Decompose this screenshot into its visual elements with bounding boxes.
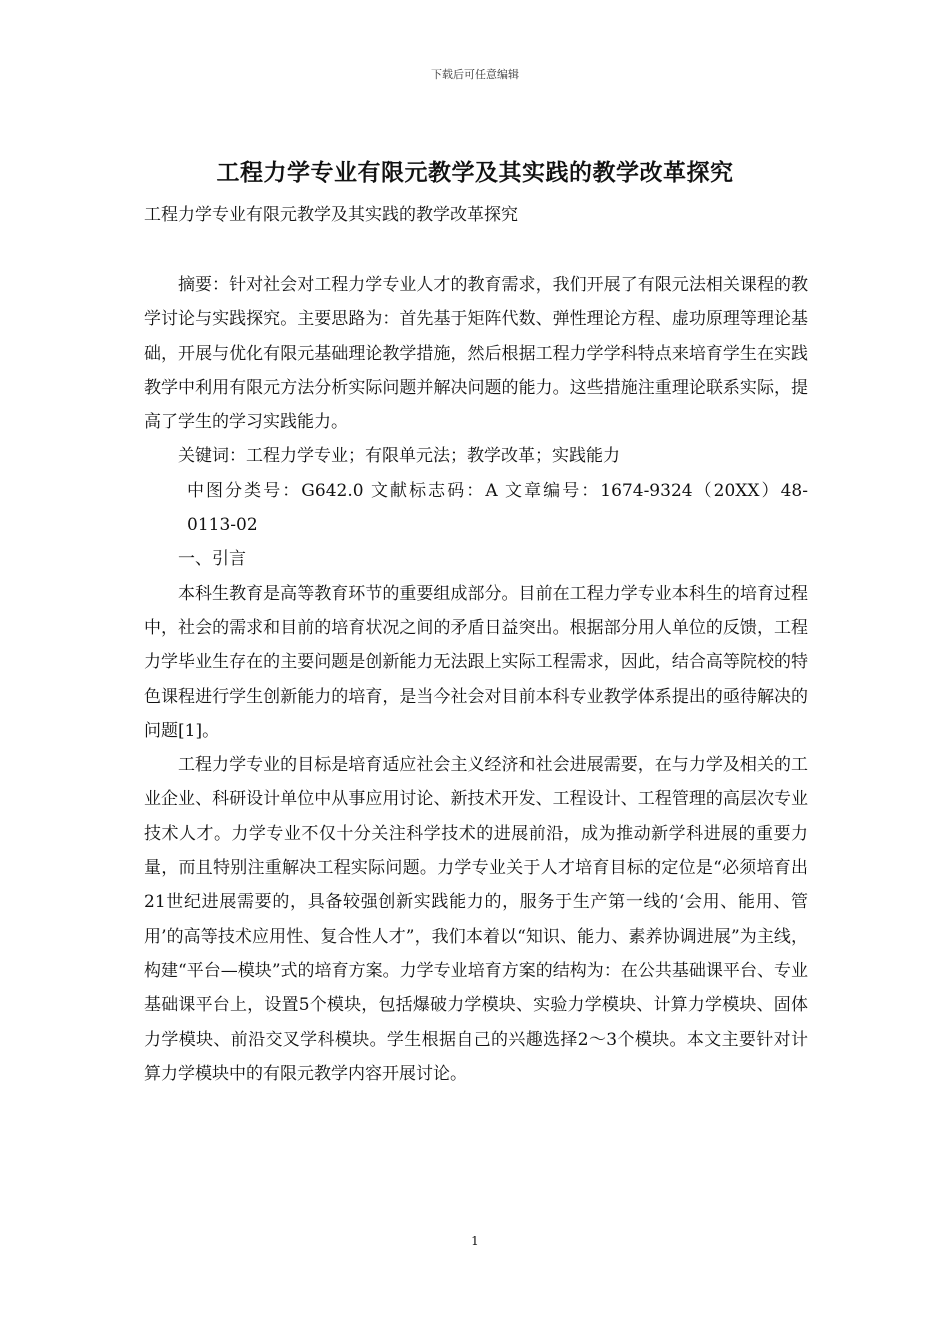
document-body (144, 268, 808, 1091)
body-paragraph: 工程力学专业的目标是培育适应社会主义经济和社会进展需要，在与力学及相关的工业企业、科研设计单位中从事应用讨论、新技术开发、工程设计、工程管理的高层次专业技术人才。力学专业不仅十分关注科学技术的进展前沿，成为推动新学科进展的重要力量，而且特别注重解决工程实际问题。力学专业关于人才培育目标的定位是“必须培育出21世纪进展需要的，具备较强创新实践能力的，服务于生产第一线的‘会用、能用、管用’的高等技术应用性、复合性人才”，我们本着以“知识、能力、素养协调进展”为主线，构建“平台—模块”式的培育方案。力学专业培育方案的结构为：在公共基础课平台、专业基础课平台上，设置5个模块，包括爆破力学模块、实验力学模块、计算力学模块、固体力学模块、前沿交叉学科模块。学生根据自己的兴趣选择2～3个模块。本文主要针对计算力学模块中的有限元教学内容开展讨论。 (144, 755, 808, 1084)
keywords-line: 关键词：工程力学专业；有限单元法；教学改革；实践能力 (178, 446, 620, 467)
classification-line: 中图分类号：G642.0 文献标志码：A 文章编号：1674-9324（20XX）48-0113-02 (187, 480, 808, 536)
body-paragraph: 本科生教育是高等教育环节的重要组成部分。目前在工程力学专业本科生的培育过程中，社会的需求和目前的培育状况之间的矛盾日益突出。根据部分用人单位的反馈，工程力学毕业生存在的主要问题是创新能力无法跟上实际工程需求，因此，结合高等院校的特色课程进行学生创新能力的培育，是当今社会对目前本科专业教学体系提出的亟待解决的问题[1]。 (144, 583, 808, 741)
page-header-note: 下载后可任意编辑 (431, 68, 519, 81)
section-heading: 一、引言 (178, 549, 246, 570)
abstract-paragraph: 摘要：针对社会对工程力学专业人才的教育需求，我们开展了有限元法相关课程的教学讨论与实践探究。主要思路为：首先基于矩阵代数、弹性理论方程、虚功原理等理论基础，开展与优化有限元基础理论教学措施，然后根据工程力学学科特点来培育学生在实践教学中利用有限元方法分析实际问题并解决问题的能力。这些措施注重理论联系实际，提高了学生的学习实践能力。 (144, 275, 808, 433)
page-number: 1 (471, 1234, 479, 1248)
document-title: 工程力学专业有限元教学及其实践的教学改革探究 (216, 159, 734, 186)
document-subtitle: 工程力学专业有限元教学及其实践的教学改革探究 (144, 205, 518, 225)
